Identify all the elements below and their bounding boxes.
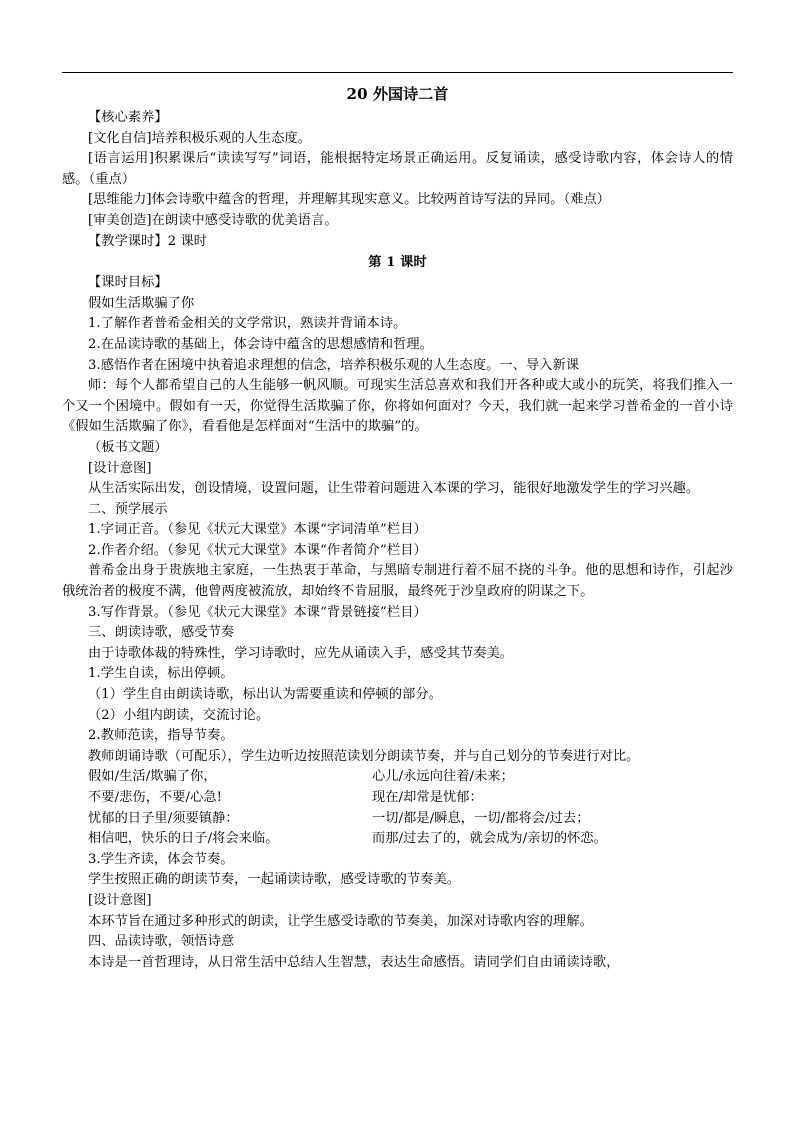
text-line: 三、朗读诗歌，感受节奏 [88, 625, 235, 641]
text-line: 假如生活欺骗了你 [88, 295, 195, 311]
text-line: 【教学课时】2 课时 [88, 233, 208, 249]
text-line: 1.字词正音。（参见《状元大课堂》本课“字词清单”栏目） [88, 522, 427, 538]
poem-right: 心儿/永远向往着/未来； [372, 769, 514, 785]
text-line: [审美创造]在朗读中感受诗歌的优美语言。 [88, 212, 338, 228]
text-line: 教师朗诵诗歌（可配乐），学生边听边按照范读划分朗读节奏，并与自己划分的节奏进行对比。 [88, 748, 640, 764]
text-line: 1.了解作者普希金相关的文学常识，熟读并背诵本诗。 [88, 316, 407, 332]
poem-line [62, 788, 733, 809]
text-line: 二、预学展示 [88, 501, 168, 517]
text-line: 由于诗歌体裁的特殊性，学习诗歌时，应先从诵读入手，感受其节奏美。 [88, 645, 514, 661]
text-line: （板书文题） [88, 439, 168, 455]
poem-left: 不要/悲伤，不要/心急! [88, 790, 223, 805]
header-rule [62, 72, 733, 73]
document-body [62, 108, 733, 973]
paragraph: 师：每个人都希望自己的人生能够一帆风顺。可现实生活总喜欢和我们开各种或大或小的玩笑，将我们推入一个又一个困境中。假如有一天，你觉得生活欺骗了你，你将如何面对？今天，我们就一起来学习普希金的一首小诗《假如生活欺骗了你》，看看他是怎样面对“生活中的欺骗”的。 [62, 378, 733, 435]
paragraph: 从生活实际出发，创设情境，设置问题，让生带着问题进入本课的学习，能很好地激发学生的学习兴趣。 [88, 481, 700, 497]
text-line: [文化自信]培养积极乐观的人生态度。 [88, 130, 312, 146]
text-line: 2.教师范读，指导节奏。 [88, 728, 234, 744]
poem-right: 一切/都是/瞬息，一切/都将会/过去； [372, 810, 590, 826]
paragraph: 普希金出身于贵族地主家庭，一生热衷于革命，与黑暗专制进行着不屈不挠的斗争。他的思想和诗作，引起沙俄统治者的极度不满，他曾两度被流放，却始终不肯屈服，最终死于沙皇政府的阴谋之下。 [62, 563, 733, 600]
text-line: [设计意图] [88, 460, 152, 476]
text-line: 【课时目标】 [88, 275, 168, 291]
text-line: [设计意图] [88, 892, 152, 908]
poem-left: 相信吧，快乐的日子/将会来临。 [88, 831, 279, 847]
document-page [62, 80, 733, 973]
text-line: 【核心素养】 [88, 110, 168, 125]
text-line: 2.作者介绍。（参见《状元大课堂》本课“作者简介”栏目） [88, 542, 427, 558]
text-line: （1）学生自由朗读诗歌，标出认为需要重读和停顿的部分。 [88, 687, 442, 703]
paragraph: [语言运用]积累课后“读读写写”词语，能根据特定场景正确运用。反复诵读，感受诗歌内容，体会诗人的情感。（重点） [62, 151, 733, 187]
poem-line [62, 829, 733, 850]
text-line: 1.学生自读，标出停顿。 [88, 666, 234, 682]
text-line: 3.学生齐读，体会节奏。 [88, 851, 234, 867]
poem-line [62, 809, 733, 830]
poem-right: 现在/却常是忧郁： [372, 790, 483, 805]
text-line: [思维能力]体会诗歌中蕴含的哲理，并理解其现实意义。比较两首诗写法的异同。（难点） [88, 192, 611, 208]
text-line: 本环节旨在通过多种形式的朗读，让学生感受诗歌的节奏美，加深对诗歌内容的理解。 [88, 913, 593, 929]
text-line: 四、品读诗歌，领悟诗意 [88, 934, 235, 950]
poem-line [62, 767, 733, 788]
text-line: 本诗是一首哲理诗，从日常生活中总结人生智慧，表达生命感悟。请同学们自由诵读诗歌， [88, 954, 620, 970]
text-line: 学生按照正确的朗读节奏，一起诵读诗歌，感受诗歌的节奏美。 [88, 872, 461, 888]
section-heading: 第 1 课时 [368, 255, 427, 271]
document-title: 20 外国诗二首 [346, 85, 449, 103]
poem-right: 而那/过去了的，就会成为/亲切的怀恋。 [372, 831, 607, 847]
text-line: （2）小组内朗读，交流讨论。 [88, 707, 270, 723]
text-line: 2.在品读诗歌的基础上，体会诗中蕴含的思想感情和哲理。 [88, 336, 433, 352]
text-line: 3.写作背景。（参见《状元大课堂》本课“背景链接”栏目） [88, 604, 427, 620]
text-line: 3.感悟作者在困境中执着追求理想的信念，培养积极乐观的人生态度。一、导入新课 [88, 357, 580, 373]
poem-left: 忧郁的日子里/须要镇静： [88, 810, 239, 826]
poem-left: 假如/生活/欺骗了你， [88, 769, 217, 785]
